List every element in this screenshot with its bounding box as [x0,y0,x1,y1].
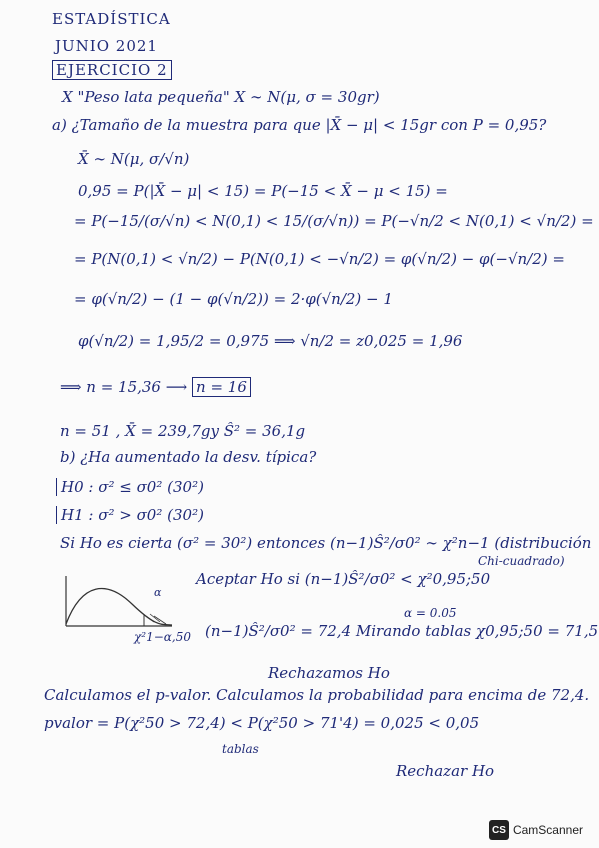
n-result-text: ⟹ n = 15,36 ⟶ [60,378,193,396]
acceptance-rule: Aceptar Ho si (n−1)Ŝ²/σ0² < χ²0,95;50 [196,570,491,588]
problem-statement: X "Peso lata pequeña" X ∼ N(μ, σ = 30gr) [62,88,380,106]
subject-heading: ESTADÍSTICA [52,10,171,28]
probability-line-2: = P(−15/(σ/√n) < N(0,1) < 15/(σ/√n)) = P(−√n/2 < N(0,1) < √n/2) = [74,212,594,230]
alt-hypothesis: H1 : σ² > σ0² (30²) [56,506,204,524]
reject-conclusion-1: Rechazamos Ho [268,664,390,682]
sample-data: n = 51 , X̄ = 239,7gy Ŝ² = 36,1g [60,422,306,440]
probability-line-1: 0,95 = P(|X̄ − μ| < 15) = P(−15 < X̄ − μ < 15) = [78,182,448,200]
null-hypothesis: H0 : σ² ≤ σ0² (30²) [56,478,204,496]
probability-line-4: = φ(√n/2) − (1 − φ(√n/2)) = 2·φ(√n/2) − 1 [74,290,393,308]
test-statistic-distribution: Si Ho es cierta (σ² = 30²) entonces (n−1)Ŝ²/σ0² ∼ χ²n−1 (distribución [60,534,592,552]
critical-value-label: χ²1−α,50 [134,630,191,644]
exercise-label: EJERCICIO 2 [52,60,172,80]
date-heading: JUNIO 2021 [55,37,158,55]
chi-square-note: Chi-cuadrado) [478,554,565,568]
question-b: b) ¿Ha aumentado la desv. típica? [60,448,317,466]
phi-equation: φ(√n/2) = 1,95/2 = 0,975 ⟹ √n/2 = z0,025 = 1,96 [78,332,463,350]
probability-line-3: = P(N(0,1) < √n/2) − P(N(0,1) < −√n/2) = φ(√n/2) − φ(−√n/2) = [74,250,565,268]
p-value-equation: pvalor = P(χ²50 > 72,4) < P(χ²50 > 71'4) = 0,025 < 0,05 [44,714,480,732]
camscanner-watermark [489,820,583,840]
camscanner-text: CamScanner [512,823,583,837]
alpha-value: α = 0.05 [404,606,457,620]
p-value-intro: Calculamos el p-valor. Calculamos la probabilidad para encima de 72,4. [44,686,590,704]
alpha-label: α [154,586,162,599]
sample-mean-distribution: X̄ ∼ N(μ, σ/√n) [78,150,190,168]
n-result-box: n = 16 [192,377,251,397]
observed-statistic: (n−1)Ŝ²/σ0² = 72,4 Mirando tablas χ0,95;50 = 71,5 [205,622,599,640]
reject-conclusion-2: Rechazar Ho [396,762,495,780]
chi-square-sketch [62,574,177,634]
question-a: a) ¿Tamaño de la muestra para que |X̄ − μ| < 15gr con P = 0,95? [52,116,547,134]
n-result-line [60,378,251,396]
camscanner-logo: CS [489,820,509,840]
tables-note: tablas [222,742,259,756]
